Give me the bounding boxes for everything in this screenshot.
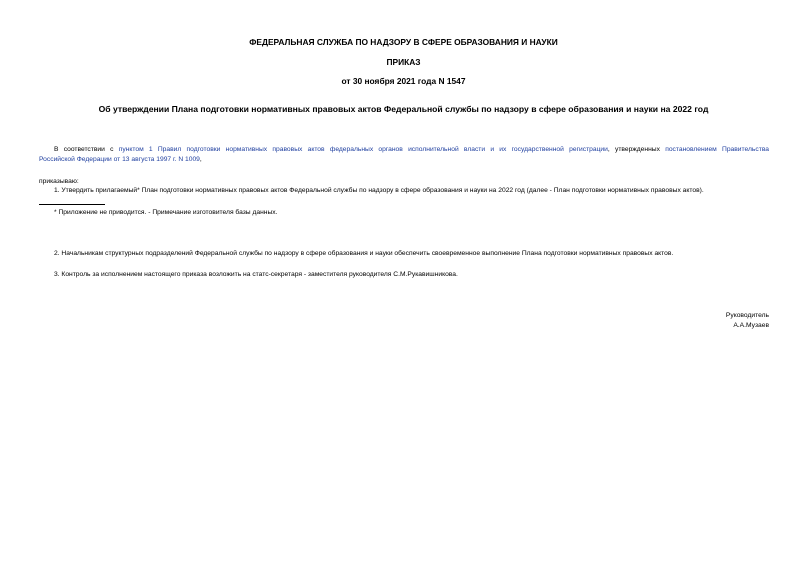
preamble-line-2 (39, 155, 769, 165)
signature-name: А.А.Музаев (733, 322, 769, 329)
footnote: * Приложение не приводится. - Примечание изготовителя базы данных. (54, 209, 278, 216)
document-title: Об утверждении Плана подготовки нормативных правовых актов Федеральной службы по надзору в сфере образования и науки на 2022 год (98, 104, 709, 114)
preamble-line-1 (54, 145, 769, 155)
preamble-suffix: , (199, 156, 202, 163)
preamble-middle: , утвержденных (607, 146, 660, 153)
item-2: 2. Начальникам структурных подразделений Федеральной службы по надзору в сфере образования и науки обеспечить своевременное выполнение Плана подготовки нормативных правовых актов. (54, 250, 674, 257)
footnote-separator (39, 204, 105, 205)
link-government-decree-part-1[interactable]: постановлением Правительства (665, 146, 770, 153)
document-date-number: от 30 ноября 2021 года N 1547 (341, 76, 466, 86)
item-3: 3. Контроль за исполнением настоящего приказа возложить на статс-секретаря - заместителя руководителя С.М.Рукавишникова. (54, 271, 458, 278)
item-1: 1. Утвердить прилагаемый* План подготовки нормативных правовых актов Федеральной службы по надзору в сфере образования и науки на 2022 год (далее - План подготовки нормативных правовых актов). (54, 187, 704, 194)
signature-position: Руководитель (725, 312, 769, 319)
agency-name: ФЕДЕРАЛЬНАЯ СЛУЖБА ПО НАДЗОРУ В СФЕРЕ ОБРАЗОВАНИЯ И НАУКИ (249, 37, 558, 47)
link-government-decree-part-2[interactable]: Российской Федерации от 13 августа 1997 г. N 1009 (39, 156, 200, 163)
order-word: приказываю: (39, 178, 79, 185)
document-type: ПРИКАЗ (386, 57, 421, 67)
preamble-prefix: В соответствии с (54, 146, 114, 153)
link-rules-point-1[interactable]: пунктом 1 Правил подготовки нормативных правовых актов федеральных органов исполнительной власти и их государственной регистрации (118, 146, 608, 153)
